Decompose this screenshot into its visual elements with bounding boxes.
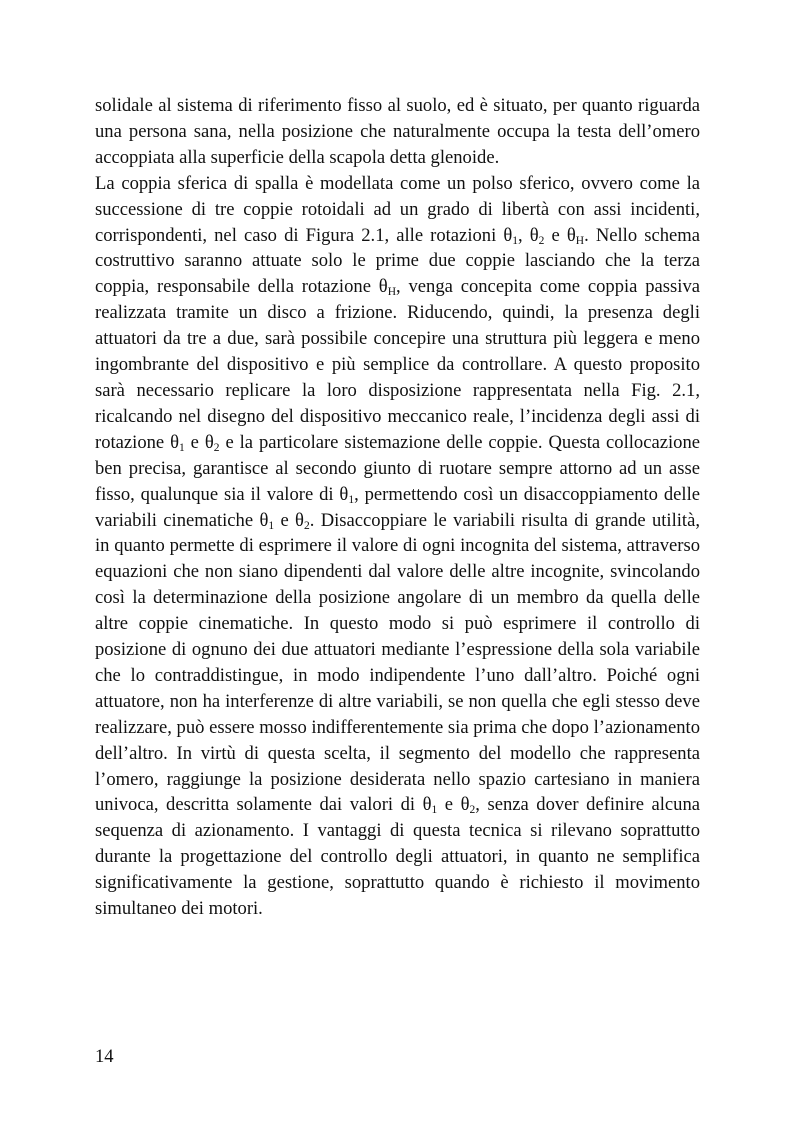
text-run: . Disaccoppiare le variabili risulta di grande utilità, in quanto permette di esprimere il valore di ogni incognita del sistema, attraverso equazioni che non siano dipendenti dal valore delle altre incognite, svincolando così la determinazione della posizione angolare di un membro da quella delle altre coppie cinematiche. In questo modo si può esprimere il controllo di posizione di ognuno dei due attuatori mediante l’espressione della sola variabile che lo contraddistingue, in modo indipendente l’uno dall’altro. Poiché ogni attuatore, non ha interferenze di altre variabili, se non quella che egli stesso deve realizzare, può essere mosso indifferentemente sia prima che dopo l’azionamento dell’altro. In virtù di questa scelta, il segmento del modello che rappresenta l’omero, raggiunge la posizione desiderata nello spazio cartesiano in maniera univoca, descritta solamente dai valori di θ (95, 509, 700, 816)
text-run: e θ (544, 224, 576, 246)
subscript: 1 (431, 804, 438, 817)
text-run: . Nello schema costruttivo saranno attuate solo le prime due coppie lasciando che la terza coppia, responsabile della rotazione θ (95, 224, 700, 298)
text-run: e θ (437, 794, 470, 816)
subscript: 1 (512, 234, 518, 247)
text-run: e la particolare sistemazione delle coppie. Questa collocazione ben precisa, garantisce al secondo giunto di ruotare sempre attorno ad un asse fisso, qualunque sia il valore di θ (95, 431, 700, 505)
text-run: , venga concepita come coppia passiva realizzata tramite un disco a frizione. Riducendo, quindi, la presenza degli attuatori da tre a due, sarà possibile concepire una struttura più leggera e meno ingombrante del dispositivo e più semplice da controllare. A questo proposito sarà necessario replicare la loro disposizione rappresentata nella Fig. 2.1, ricalcando nel disegno del dispositivo meccanico reale, l’incidenza degli assi di rotazione θ (95, 276, 700, 453)
text-run: , senza dover definire alcuna sequenza di azionamento. I vantaggi di questa tecnica si rilevano soprattutto durante la progettazione del controllo degli attuatori, in quanto ne semplifica significativamente la gestione, soprattutto quando è richiesto il movimento simultaneo dei motori. (95, 794, 701, 920)
text-run: , permettendo così un disaccoppiamento delle variabili cinematiche θ (95, 483, 700, 531)
text-run: , θ (518, 224, 539, 246)
subscript: 2 (469, 804, 476, 817)
subscript: H (387, 286, 397, 299)
page-number: 14 (95, 1046, 114, 1067)
text-run: e θ (274, 509, 304, 531)
subscript: 1 (348, 493, 355, 506)
subscript: 1 (179, 441, 185, 454)
text-run: solidale al sistema di riferimento fisso al suolo, ed è situato, per quanto riguarda una persona sana, nella posizione che naturalmente occupa la testa dell’omero accoppiata alla superficie della scapola detta glenoide. (95, 95, 700, 168)
text-run: e θ (184, 431, 214, 453)
body-text (95, 93, 700, 922)
paragraph (95, 171, 700, 922)
subscript: 2 (213, 441, 220, 454)
text-run: La coppia sferica di spalla è modellata come un polso sferico, ovvero come la successione di tre coppie rotoidali ad un grado di libertà con assi incidenti, corrispondenti, nel caso di Figura 2.1, alle rotazioni θ (95, 172, 700, 246)
paragraph (95, 93, 700, 171)
subscript: 2 (303, 519, 310, 532)
subscript: 1 (268, 519, 275, 532)
subscript: H (575, 234, 585, 247)
subscript: 2 (538, 234, 545, 247)
